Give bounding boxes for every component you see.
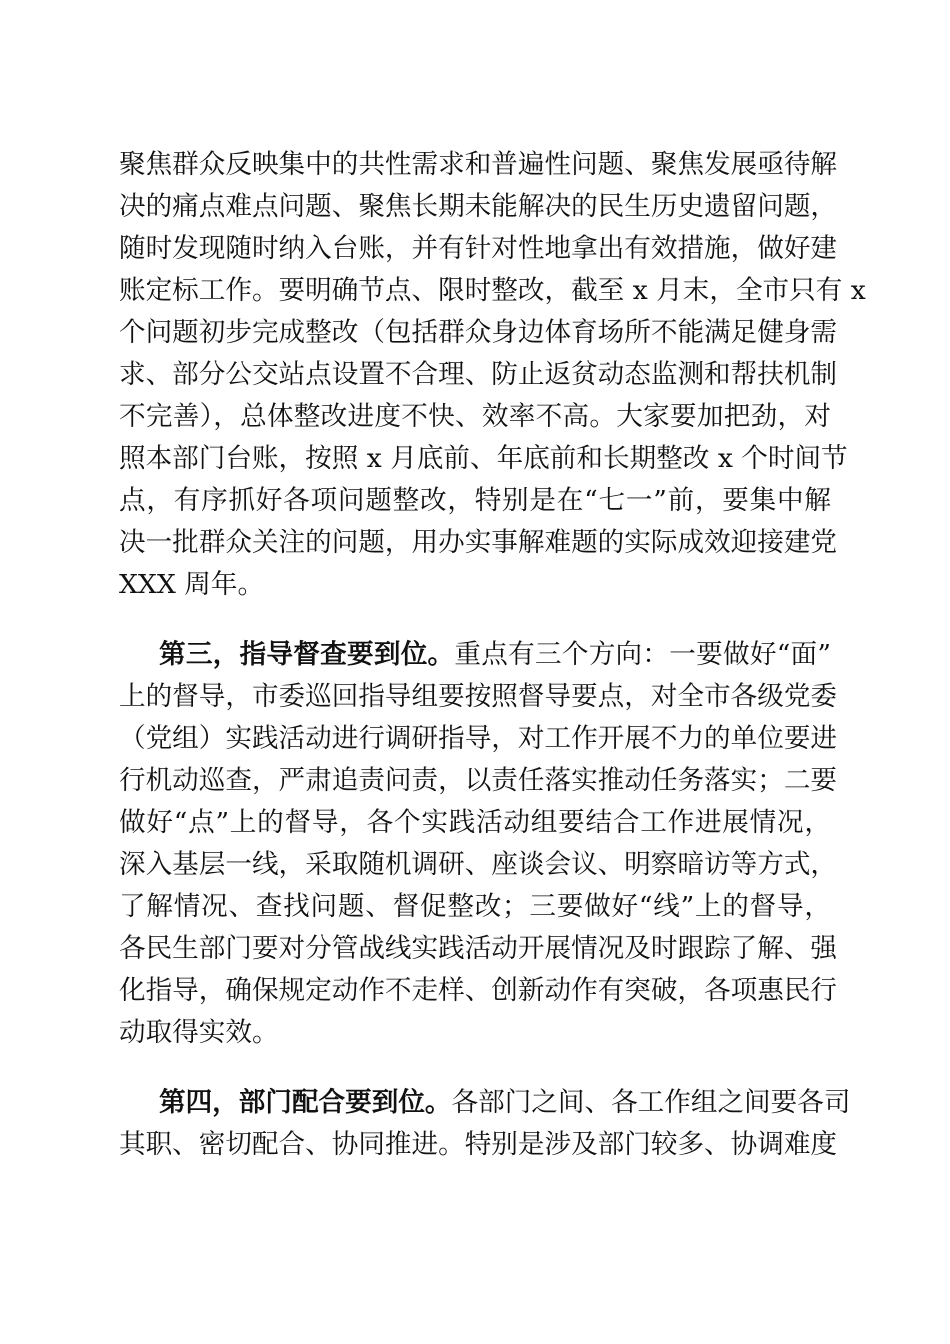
- text-line: 决一批群众关注的问题，用办实事解难题的实际成效迎接建党: [119, 527, 838, 558]
- text-line: 点，有序抓好各项问题整改，特别是在“七一”前，要集中解: [119, 485, 831, 516]
- text-line: 个问题初步完成整改（包括群众身边体育场所不能满足健身需: [119, 317, 838, 348]
- paragraph-lead-rest: 各部门之间、各工作组之间要各司: [451, 1087, 851, 1118]
- text-line: [119, 1082, 851, 1124]
- paragraph-lead-rest: 重点有三个方向：一要做好“面”: [454, 639, 831, 670]
- text-line: 深入基层一线，采取随机调研、座谈会议、明察暗访等方式，: [119, 849, 838, 880]
- text-line: 求、部分公交站点设置不合理、防止返贫动态监测和帮扶机制: [119, 359, 838, 390]
- text-line: 聚焦群众反映集中的共性需求和普遍性问题、聚焦发展亟待解: [119, 149, 838, 180]
- text-line: 化指导，确保规定动作不走样、创新动作有突破，各项惠民行: [119, 975, 838, 1006]
- text-line: 上的督导，市委巡回指导组要按照督导要点，对全市各级党委: [119, 681, 838, 712]
- paragraph-rectification-progress: [119, 144, 866, 606]
- paragraph-supervision: [119, 634, 838, 1054]
- paragraph-lead-heading: 第四，部门配合要到位。: [159, 1087, 452, 1118]
- text-line: XXX 周年。: [119, 569, 265, 600]
- text-line: 做好“点”上的督导，各个实践活动组要结合工作进展情况，: [119, 807, 831, 838]
- text-line: 不完善），总体整改进度不快、效率不高。大家要加把劲，对: [119, 401, 831, 432]
- text-line: 了解情况、查找问题、督促整改；三要做好“线”上的督导，: [119, 891, 831, 922]
- text-line: 决的痛点难点问题、聚焦长期未能解决的民生历史遗留问题，: [119, 191, 838, 222]
- paragraph-department-cooperation: [119, 1082, 851, 1166]
- text-line: （党组）实践活动进行调研指导，对工作开展不力的单位要进: [119, 723, 838, 754]
- text-line: 行机动巡查，严肃追责问责，以责任落实推动任务落实；二要: [119, 765, 838, 796]
- paragraph-lead-heading: 第三，指导督查要到位。: [159, 639, 455, 670]
- text-line: [119, 634, 831, 676]
- text-line: 随时发现随时纳入台账，并有针对性地拿出有效措施，做好建: [119, 233, 838, 264]
- text-line: 照本部门台账，按照 x 月底前、年底前和长期整改 x 个时间节: [119, 443, 848, 474]
- text-line: 各民生部门要对分管战线实践活动开展情况及时跟踪了解、强: [119, 933, 838, 964]
- text-line: 动取得实效。: [119, 1017, 279, 1048]
- text-line: 其职、密切配合、协同推进。特别是涉及部门较多、协调难度: [119, 1129, 838, 1160]
- text-line: 账定标工作。要明确节点、限时整改，截至 x 月末，全市只有 x: [119, 275, 866, 306]
